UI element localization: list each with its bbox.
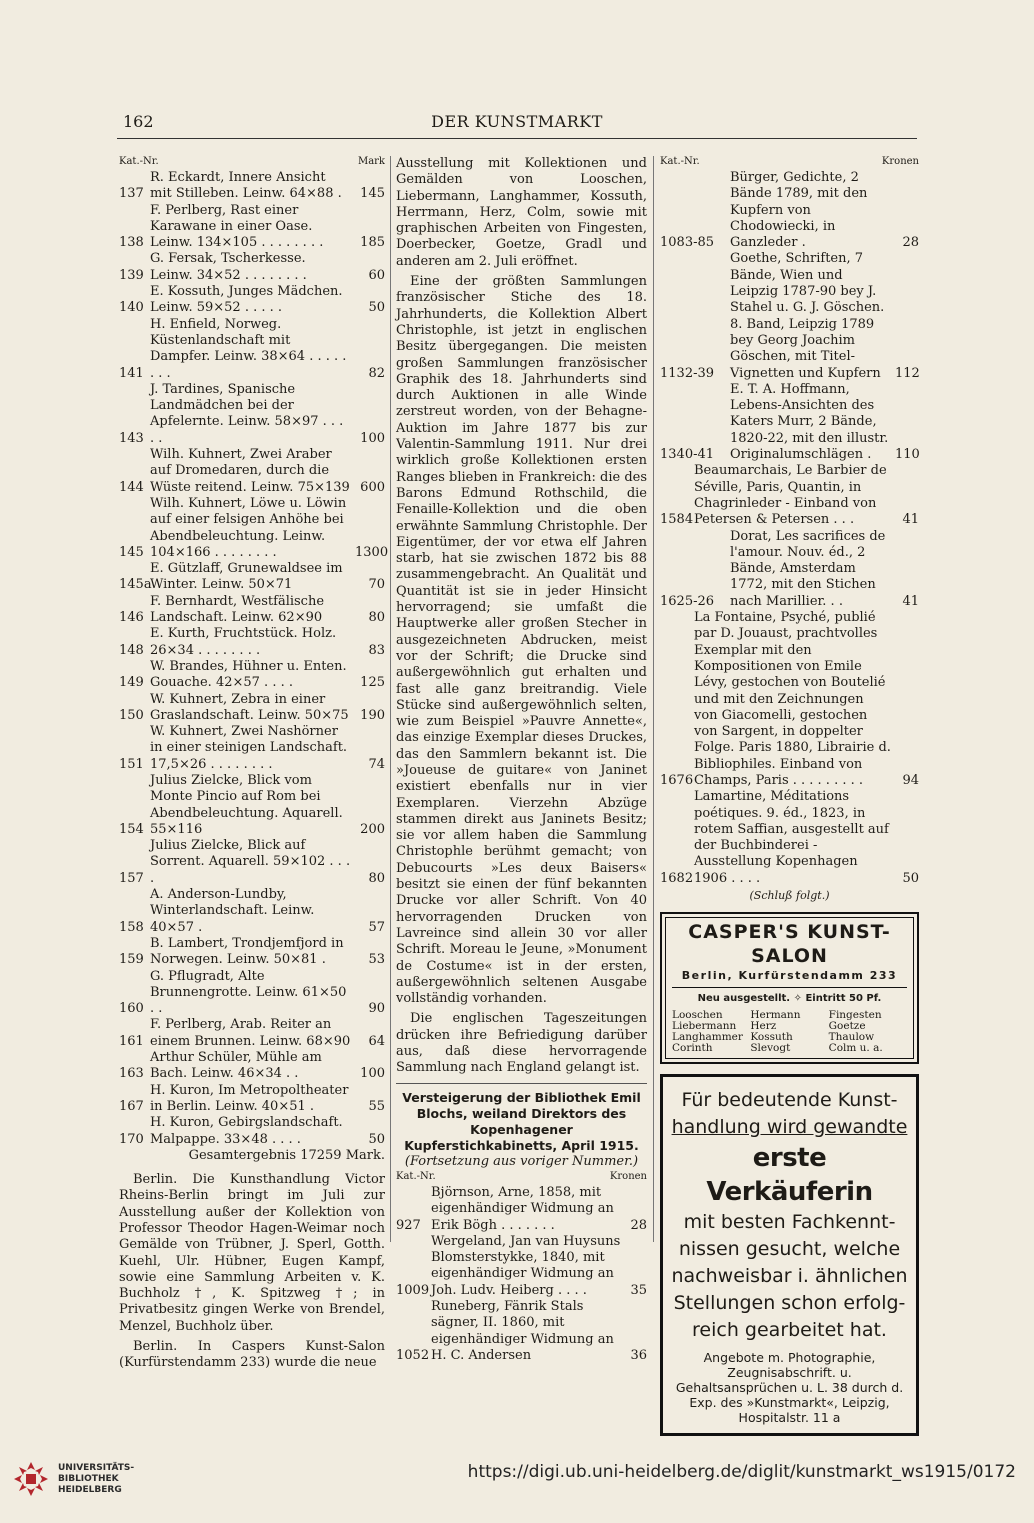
entry-price: 35 bbox=[630, 1282, 647, 1298]
entry-description: Arthur Schüler, Mühle am Bach. Leinw. 46×34 . . bbox=[150, 1050, 322, 1082]
entry-description: F. Perlberg, Arab. Reiter an einem Brunnen. Leinw. 68×90 bbox=[150, 1017, 351, 1049]
continued-note: (Schluß folgt.) bbox=[749, 889, 830, 903]
column-divider bbox=[390, 156, 391, 1242]
artist-name: Looschen bbox=[672, 1008, 723, 1021]
entry-price: 80 bbox=[368, 870, 385, 886]
artist-name: Herz bbox=[750, 1019, 777, 1032]
catalog-number: 927 bbox=[396, 1217, 421, 1233]
currency-header: Kronen bbox=[609, 1170, 647, 1182]
catalog-entry bbox=[119, 936, 385, 969]
entry-description: E. Kurth, Fruchtstück. Holz. 26×34 . . . . . . . . bbox=[150, 626, 337, 658]
catalog-entry bbox=[660, 170, 919, 251]
entry-description: E. Kossuth, Junges Mädchen. Leinw. 59×52 . . . . . bbox=[150, 284, 343, 316]
catalog-number: 1682 bbox=[660, 870, 694, 886]
logo-line: BIBLIOTHEK bbox=[58, 1474, 119, 1484]
entry-price: 190 bbox=[360, 707, 385, 723]
entry-price: 28 bbox=[630, 1217, 647, 1233]
auction-list bbox=[119, 170, 389, 1148]
ad-line: Für bedeutende Kunst- bbox=[681, 1088, 898, 1111]
entry-description: B. Lambert, Trondjemfjord in Norwegen. Leinw. 50×81 . bbox=[150, 935, 344, 968]
catalog-entry bbox=[660, 251, 919, 381]
currency-header: Kronen bbox=[881, 156, 919, 167]
entry-description: Wilh. Kuhnert, Zwei Araber auf Dromedaren, durch die Wüste reitend. Leinw. 75×139 bbox=[150, 447, 350, 495]
column-1 bbox=[119, 156, 389, 1372]
library-emblem-icon bbox=[12, 1460, 50, 1498]
catalog-entry bbox=[396, 1234, 647, 1299]
entry-price: 50 bbox=[902, 870, 919, 886]
entry-price: 50 bbox=[368, 1131, 385, 1147]
total-result: Gesamtergebnis 17259 Mark. bbox=[188, 1147, 385, 1163]
entry-description: H. Kuron, Gebirgslandschaft. Malpappe. 33×48 . . . . bbox=[150, 1115, 343, 1147]
catalog-number: 140 bbox=[119, 300, 144, 316]
catalog-entry bbox=[119, 887, 385, 936]
artist-name: Colm u. a. bbox=[828, 1041, 883, 1054]
page-header bbox=[117, 112, 917, 139]
catalog-number: 144 bbox=[119, 479, 144, 495]
catalog-entry bbox=[396, 1299, 647, 1364]
catalog-number: 138 bbox=[119, 235, 144, 251]
catalog-number: 1052 bbox=[396, 1347, 430, 1363]
ad-headline: erste Verkäuferin bbox=[706, 1142, 873, 1207]
catalog-number: 151 bbox=[119, 756, 144, 772]
source-url[interactable]: https://digi.ub.uni-heidelberg.de/diglit/kunstmarkt_ws1915/0172 bbox=[467, 1462, 1016, 1482]
entry-price: 100 bbox=[360, 1066, 385, 1082]
catalog-entry bbox=[119, 659, 385, 692]
entry-description: Runeberg, Fänrik Stals sägner, II. 1860, mit eigenhändiger Widmung an H. C. Andersen bbox=[431, 1299, 614, 1363]
currency-header: Mark bbox=[357, 156, 385, 167]
catalog-entry bbox=[119, 317, 385, 382]
entry-price: 100 bbox=[360, 430, 385, 446]
artist-name: Corinth bbox=[672, 1041, 713, 1054]
catalog-number: 1009 bbox=[396, 1282, 430, 1298]
news-paragraph: Ausstellung mit Kollektionen und Gemälden von Looschen, Liebermann, Langhammer, Kossuth, Herrmann, Herz, Colm, sowie mit graphischen Arbeiten von Fingesten, Doerbecker, Goetze, Gradl und anderen am 2. Juli eröffnet. bbox=[396, 156, 647, 269]
logo-line: HEIDELBERG bbox=[58, 1485, 122, 1495]
catalog-number: 146 bbox=[119, 610, 144, 626]
page-number: 162 bbox=[123, 112, 154, 131]
catalog-number: 139 bbox=[119, 267, 144, 283]
catalog-number: 160 bbox=[119, 1001, 144, 1017]
catalog-number: 150 bbox=[119, 707, 144, 723]
catalog-number: 148 bbox=[119, 642, 144, 658]
column-header bbox=[660, 156, 919, 168]
ad-note: Neu ausgestellt. ✧ Eintritt 50 Pf. bbox=[697, 992, 882, 1004]
entry-price: 64 bbox=[368, 1033, 385, 1049]
catalog-entry bbox=[119, 1050, 385, 1083]
entry-price: 36 bbox=[630, 1347, 647, 1363]
artist-name: Fingesten bbox=[828, 1008, 882, 1021]
entry-description: J. Tardines, Spanische Landmädchen bei der Apfelernte. Leinw. 58×97 . . . . . bbox=[150, 381, 344, 446]
artist-name: Slevogt bbox=[750, 1041, 791, 1054]
catalog-entry bbox=[119, 1115, 385, 1148]
ad-contact: Angebote m. Photographie, Zeugnisabschrift. u. Gehaltsansprüchen u. L. 38 durch d. Exp. des »Kunstmarkt«, Leipzig, Hospitalstr. 11 a bbox=[675, 1349, 904, 1425]
ad-line: mit besten Fachkennt- bbox=[683, 1210, 896, 1233]
catalog-entry bbox=[396, 1185, 647, 1234]
catalog-entry bbox=[119, 203, 385, 252]
entry-price: 60 bbox=[368, 267, 385, 283]
entry-description: F. Perlberg, Rast einer Karawane in einer Oase. Leinw. 134×105 . . . . . . . . bbox=[150, 202, 324, 251]
entry-description: A. Anderson-Lundby, Winterlandschaft. Leinw. 40×57 . bbox=[150, 887, 315, 935]
page-title: DER KUNSTMARKT bbox=[431, 112, 603, 131]
catalog-number-header: Kat.-Nr. bbox=[119, 156, 159, 167]
catalog-entry bbox=[660, 529, 919, 610]
ad-line: reich gearbeitet hat. bbox=[692, 1318, 887, 1341]
entry-description: Goethe, Schriften, 7 Bände, Wien und Leipzig 1787-90 bey J. Stahel u. G. J. Göschen. 8. Band, Leipzig 1789 bey Georg Joachim Göschen, mit Titel-Vignetten und Kupfern bbox=[730, 251, 885, 381]
catalog-number: 137 bbox=[119, 186, 144, 202]
catalog-entry bbox=[119, 382, 385, 447]
catalog-number: 1676 bbox=[660, 772, 694, 788]
catalog-entry bbox=[119, 838, 385, 887]
entry-price: 110 bbox=[895, 447, 920, 463]
catalog-number: 1584 bbox=[660, 512, 694, 528]
entry-price: 50 bbox=[368, 300, 385, 316]
catalog-entry bbox=[119, 170, 385, 203]
entry-description: E. T. A. Hoffmann, Lebens-Ansichten des Katers Murr, 2 Bände, 1820-22, mit den illustr. Originalumschlägen . bbox=[730, 381, 889, 463]
entry-price: 125 bbox=[360, 675, 385, 691]
entry-price: 80 bbox=[368, 610, 385, 626]
entry-description: H. Enfield, Norweg. Küstenlandschaft mit Dampfer. Leinw. 38×64 . . . . . . . . bbox=[150, 316, 347, 381]
entry-price: 74 bbox=[368, 756, 385, 772]
news-paragraph: Berlin. In Caspers Kunst-Salon (Kurfürstendamm 233) wurde die neue bbox=[119, 1339, 385, 1371]
column-header bbox=[396, 1171, 647, 1183]
entry-price: 112 bbox=[895, 365, 920, 381]
catalog-entry bbox=[119, 495, 389, 561]
entry-price: 145 bbox=[360, 186, 385, 202]
logo-line: UNIVERSITÄTS- bbox=[58, 1463, 135, 1473]
catalog-entry bbox=[660, 463, 919, 528]
catalog-entry bbox=[119, 724, 385, 773]
entry-description: La Fontaine, Psyché, publié par D. Jouaust, prachtvolles Exemplar mit den Kompositionen von Emile Lévy, gestochen von Boutelié und mit den Zeichnungen von Giacomelli, gestochen von Sargent, in doppelter Folge. Paris 1880, Librairie d. Bibliophiles. Einband von Champs, Paris . . . . . . . . . bbox=[694, 610, 891, 788]
catalog-entry bbox=[119, 969, 385, 1018]
catalog-entry bbox=[119, 773, 385, 838]
library-logo bbox=[12, 1460, 142, 1500]
catalog-number-header: Kat.-Nr. bbox=[396, 1170, 436, 1182]
catalog-number: 158 bbox=[119, 919, 144, 935]
catalog-number: 154 bbox=[119, 821, 144, 837]
catalog-number: 1340-41 bbox=[660, 447, 715, 463]
artist-name: Langhammer bbox=[672, 1030, 743, 1043]
section-title: Versteigerung der Bibliothek Emil Blochs, weiland Direktors des Kopenhagener Kupferstichkabinetts, April 1915. bbox=[402, 1089, 641, 1153]
entry-price: 600 bbox=[360, 479, 385, 495]
catalog-number: 161 bbox=[119, 1033, 144, 1049]
catalog-number: 163 bbox=[119, 1066, 144, 1082]
entry-price: 1300 bbox=[355, 544, 389, 560]
catalog-entry bbox=[119, 1017, 385, 1050]
entry-description: Wilh. Kuhnert, Löwe u. Löwin auf einer felsigen Anhöhe bei Abendbeleuchtung. Leinw. 104×166 . . . . . . . . bbox=[150, 495, 347, 560]
news-paragraph: Berlin. Die Kunsthandlung Victor Rheins-Berlin bringt im Juli zur Ausstellung außer der Kollektion von Professor Theodor Hagen-Weimar noch Gemälde von Trübner, J. Sperl, Gotth. Kuehl, Ulr. Hübner, Eugen Kampf, sowie eine Sammlung Arbeiten v. K. Buchholz †, K. Spitzweg †; in Privatbesitz gingen Werke von Brendel, Menzel, Buchholz über. bbox=[119, 1172, 385, 1334]
entry-description: Beaumarchais, Le Barbier de Séville, Paris, Quantin, in Chagrinleder - Einband von Petersen & Petersen . . . bbox=[694, 463, 887, 528]
entry-price: 41 bbox=[902, 593, 919, 609]
news-paragraph: Eine der größten Sammlungen französischer Stiche des 18. Jahrhunderts, die Kollektion Albert Christophle, ist jetzt in englischen Besitz übergegangen. Die meisten großen Sammlungen französischer Graphik des 18. Jahrhunderts sind durch Auktionen in alle Winde zerstreut worden, von der Behagne-Auktion im Jahre 1877 bis zur Valentin-Sammlung 1911. Nur drei wirklich große Kollektionen ersten Ranges blieben in Frankreich: die des Barons Edmund Rothschild, die Fenaille-Kollektion und die oben erwähnte Sammlung Christophle. Der Eigentümer, der vor etwa elf Jahren starb, hat sie zwischen 1872 bis 88 zusammengebracht. An Qualität und Quantität ist sie in jeder Hinsicht hervorragend; sie umfaßt die Hauptwerke aller großen Stecher in ausgezeichneten Abdrucken, meist vor der Schrift; die Drucke sind außergewöhnlich gut erhalten und fast alle ganz breitrandig. Viele Stücke sind außergewöhnlich selten, wie zum Beispiel »Pauvre Annette«, das einzige Exemplar dieses Druckes, das den Sammlern bekannt ist. Die »Joueuse de guitare« von Janinet existiert ebenfalls nur in vier Exemplaren. Vierzehn Abzüge stammen direkt aus Janinets Besitz; sie vor allem haben die Sammlung Christophle berühmt gemacht; von Debucourts »Les deux Baisers« besitzt sie einen der fünf bekannten Drucke vor aller Schrift. Von 40 hervorragenden Drucken von Lavreince sind allein 30 vor aller Schrift. Moreau le Jeune, »Monument de Costume« ist in der ersten, außergewöhnlich seltenen Ausgabe vollständig vorhanden. bbox=[396, 274, 647, 1007]
entry-description: Bürger, Gedichte, 2 Bände 1789, mit den Kupfern von Chodowiecki, in Ganzleder . bbox=[730, 170, 868, 251]
entry-description: Dorat, Les sacrifices de l'amour. Nouv. éd., 2 Bände, Amsterdam 1772, mit den Stichen nach Marillier. . . bbox=[730, 528, 886, 609]
entry-price: 94 bbox=[902, 772, 919, 788]
entry-description: R. Eckardt, Innere Ansicht mit Stilleben. Leinw. 64×88 . bbox=[150, 170, 342, 202]
catalog-number: 145a bbox=[119, 577, 152, 593]
auction-list bbox=[396, 1185, 647, 1364]
news-paragraph: Die englischen Tageszeitungen drücken ihre Befriedigung darüber aus, daß diese hervorragende Sammlung nach England gelangt ist. bbox=[396, 1011, 647, 1076]
catalog-entry bbox=[119, 1083, 385, 1116]
entry-price: 185 bbox=[360, 235, 385, 251]
catalog-number: 167 bbox=[119, 1098, 144, 1114]
job-advertisement bbox=[660, 1074, 919, 1436]
catalog-number: 1625-26 bbox=[660, 593, 715, 609]
catalog-entry bbox=[660, 382, 919, 463]
entry-description: W. Brandes, Hühner u. Enten. Gouache. 42×57 . . . . bbox=[150, 658, 347, 691]
catalog-number: 149 bbox=[119, 675, 144, 691]
catalog-number: 1083-85 bbox=[660, 235, 715, 251]
ad-line: nissen gesucht, welche bbox=[678, 1237, 901, 1260]
entry-description: Julius Zielcke, Blick auf Sorrent. Aquarell. 59×102 . . . . bbox=[150, 838, 351, 886]
casper-advertisement bbox=[660, 912, 919, 1064]
section-subtitle: (Fortsetzung aus voriger Nummer.) bbox=[404, 1153, 639, 1169]
artist-name: Thaulow bbox=[828, 1030, 875, 1043]
column-3 bbox=[660, 156, 919, 1436]
entry-price: 28 bbox=[902, 235, 919, 251]
entry-price: 83 bbox=[368, 642, 385, 658]
ad-line: nachweisbar i. ähnlichen bbox=[671, 1264, 908, 1287]
artist-list bbox=[672, 1010, 907, 1054]
entry-price: 90 bbox=[368, 1001, 385, 1017]
catalog-entry bbox=[119, 251, 385, 284]
catalog-number-header: Kat.-Nr. bbox=[660, 156, 700, 167]
catalog-number: 143 bbox=[119, 430, 144, 446]
entry-description: Wergeland, Jan van Huysuns Blomsterstykke, 1840, mit eigenhändiger Widmung an Joh. Ludv. Heiberg . . . . bbox=[431, 1233, 621, 1298]
column-2 bbox=[396, 156, 647, 1364]
entry-description: W. Kuhnert, Zwei Nashörner in einer steinigen Landschaft. 17,5×26 . . . . . . . . bbox=[150, 724, 348, 772]
catalog-entry bbox=[119, 626, 385, 659]
catalog-entry bbox=[660, 610, 919, 789]
column-divider bbox=[653, 156, 654, 1242]
catalog-number: 170 bbox=[119, 1131, 144, 1147]
artist-name: Hermann bbox=[750, 1008, 801, 1021]
entry-description: Björnson, Arne, 1858, mit eigenhändiger Widmung an Erik Bögh . . . . . . . bbox=[431, 1184, 614, 1233]
ad-address: Berlin, Kurfürstendamm 233 bbox=[672, 968, 907, 987]
entry-description: H. Kuron, Im Metropoltheater in Berlin. Leinw. 40×51 . bbox=[150, 1082, 349, 1114]
entry-description: G. Pflugradt, Alte Brunnengrotte. Leinw. 61×50 . . bbox=[150, 968, 347, 1017]
catalog-entry bbox=[119, 692, 385, 725]
catalog-number: 159 bbox=[119, 952, 144, 968]
auction-list bbox=[660, 170, 919, 887]
catalog-entry bbox=[119, 284, 385, 317]
entry-price: 53 bbox=[368, 952, 385, 968]
catalog-entry bbox=[660, 789, 919, 887]
entry-price: 57 bbox=[368, 919, 385, 935]
catalog-number: 141 bbox=[119, 365, 144, 381]
entry-description: W. Kuhnert, Zebra in einer Graslandschaft. Leinw. 50×75 bbox=[150, 691, 349, 723]
entry-price: 70 bbox=[368, 577, 385, 593]
entry-description: F. Bernhardt, Westfälische Landschaft. Leinw. 62×90 bbox=[150, 593, 325, 626]
artist-name: Kossuth bbox=[750, 1030, 793, 1043]
catalog-number: 145 bbox=[119, 544, 144, 560]
entry-price: 55 bbox=[368, 1098, 385, 1114]
entry-description: E. Gützlaff, Grunewaldsee im Winter. Leinw. 50×71 bbox=[150, 561, 343, 593]
ad-line: handlung wird gewandte bbox=[671, 1115, 908, 1138]
catalog-entry bbox=[119, 447, 385, 496]
entry-price: 200 bbox=[360, 821, 385, 837]
catalog-number: 157 bbox=[119, 870, 144, 886]
entry-description: Julius Zielcke, Blick vom Monte Pincio auf Rom bei Abendbeleuchtung. Aquarell. 55×116 bbox=[150, 772, 343, 837]
artist-name: Goetze bbox=[828, 1019, 866, 1032]
ad-line: Stellungen schon erfolg- bbox=[673, 1291, 906, 1314]
entry-price: 82 bbox=[368, 365, 385, 381]
catalog-number: 1132-39 bbox=[660, 365, 715, 381]
ad-title: CASPER'S KUNST-SALON bbox=[688, 921, 891, 968]
section-separator bbox=[396, 1083, 647, 1084]
entry-description: G. Fersak, Tscherkesse. Leinw. 34×52 . . . . . . . . bbox=[150, 251, 307, 283]
entry-price: 41 bbox=[902, 512, 919, 528]
catalog-entry bbox=[119, 594, 385, 627]
entry-description: Lamartine, Méditations poétiques. 9. éd., 1823, in rotem Saffian, ausgestellt auf der Buchbinderei - Ausstellung Kopenhagen 1906 . . . . bbox=[694, 789, 889, 886]
column-header bbox=[119, 156, 385, 168]
artist-name: Liebermann bbox=[672, 1019, 737, 1032]
catalog-entry bbox=[119, 561, 385, 594]
